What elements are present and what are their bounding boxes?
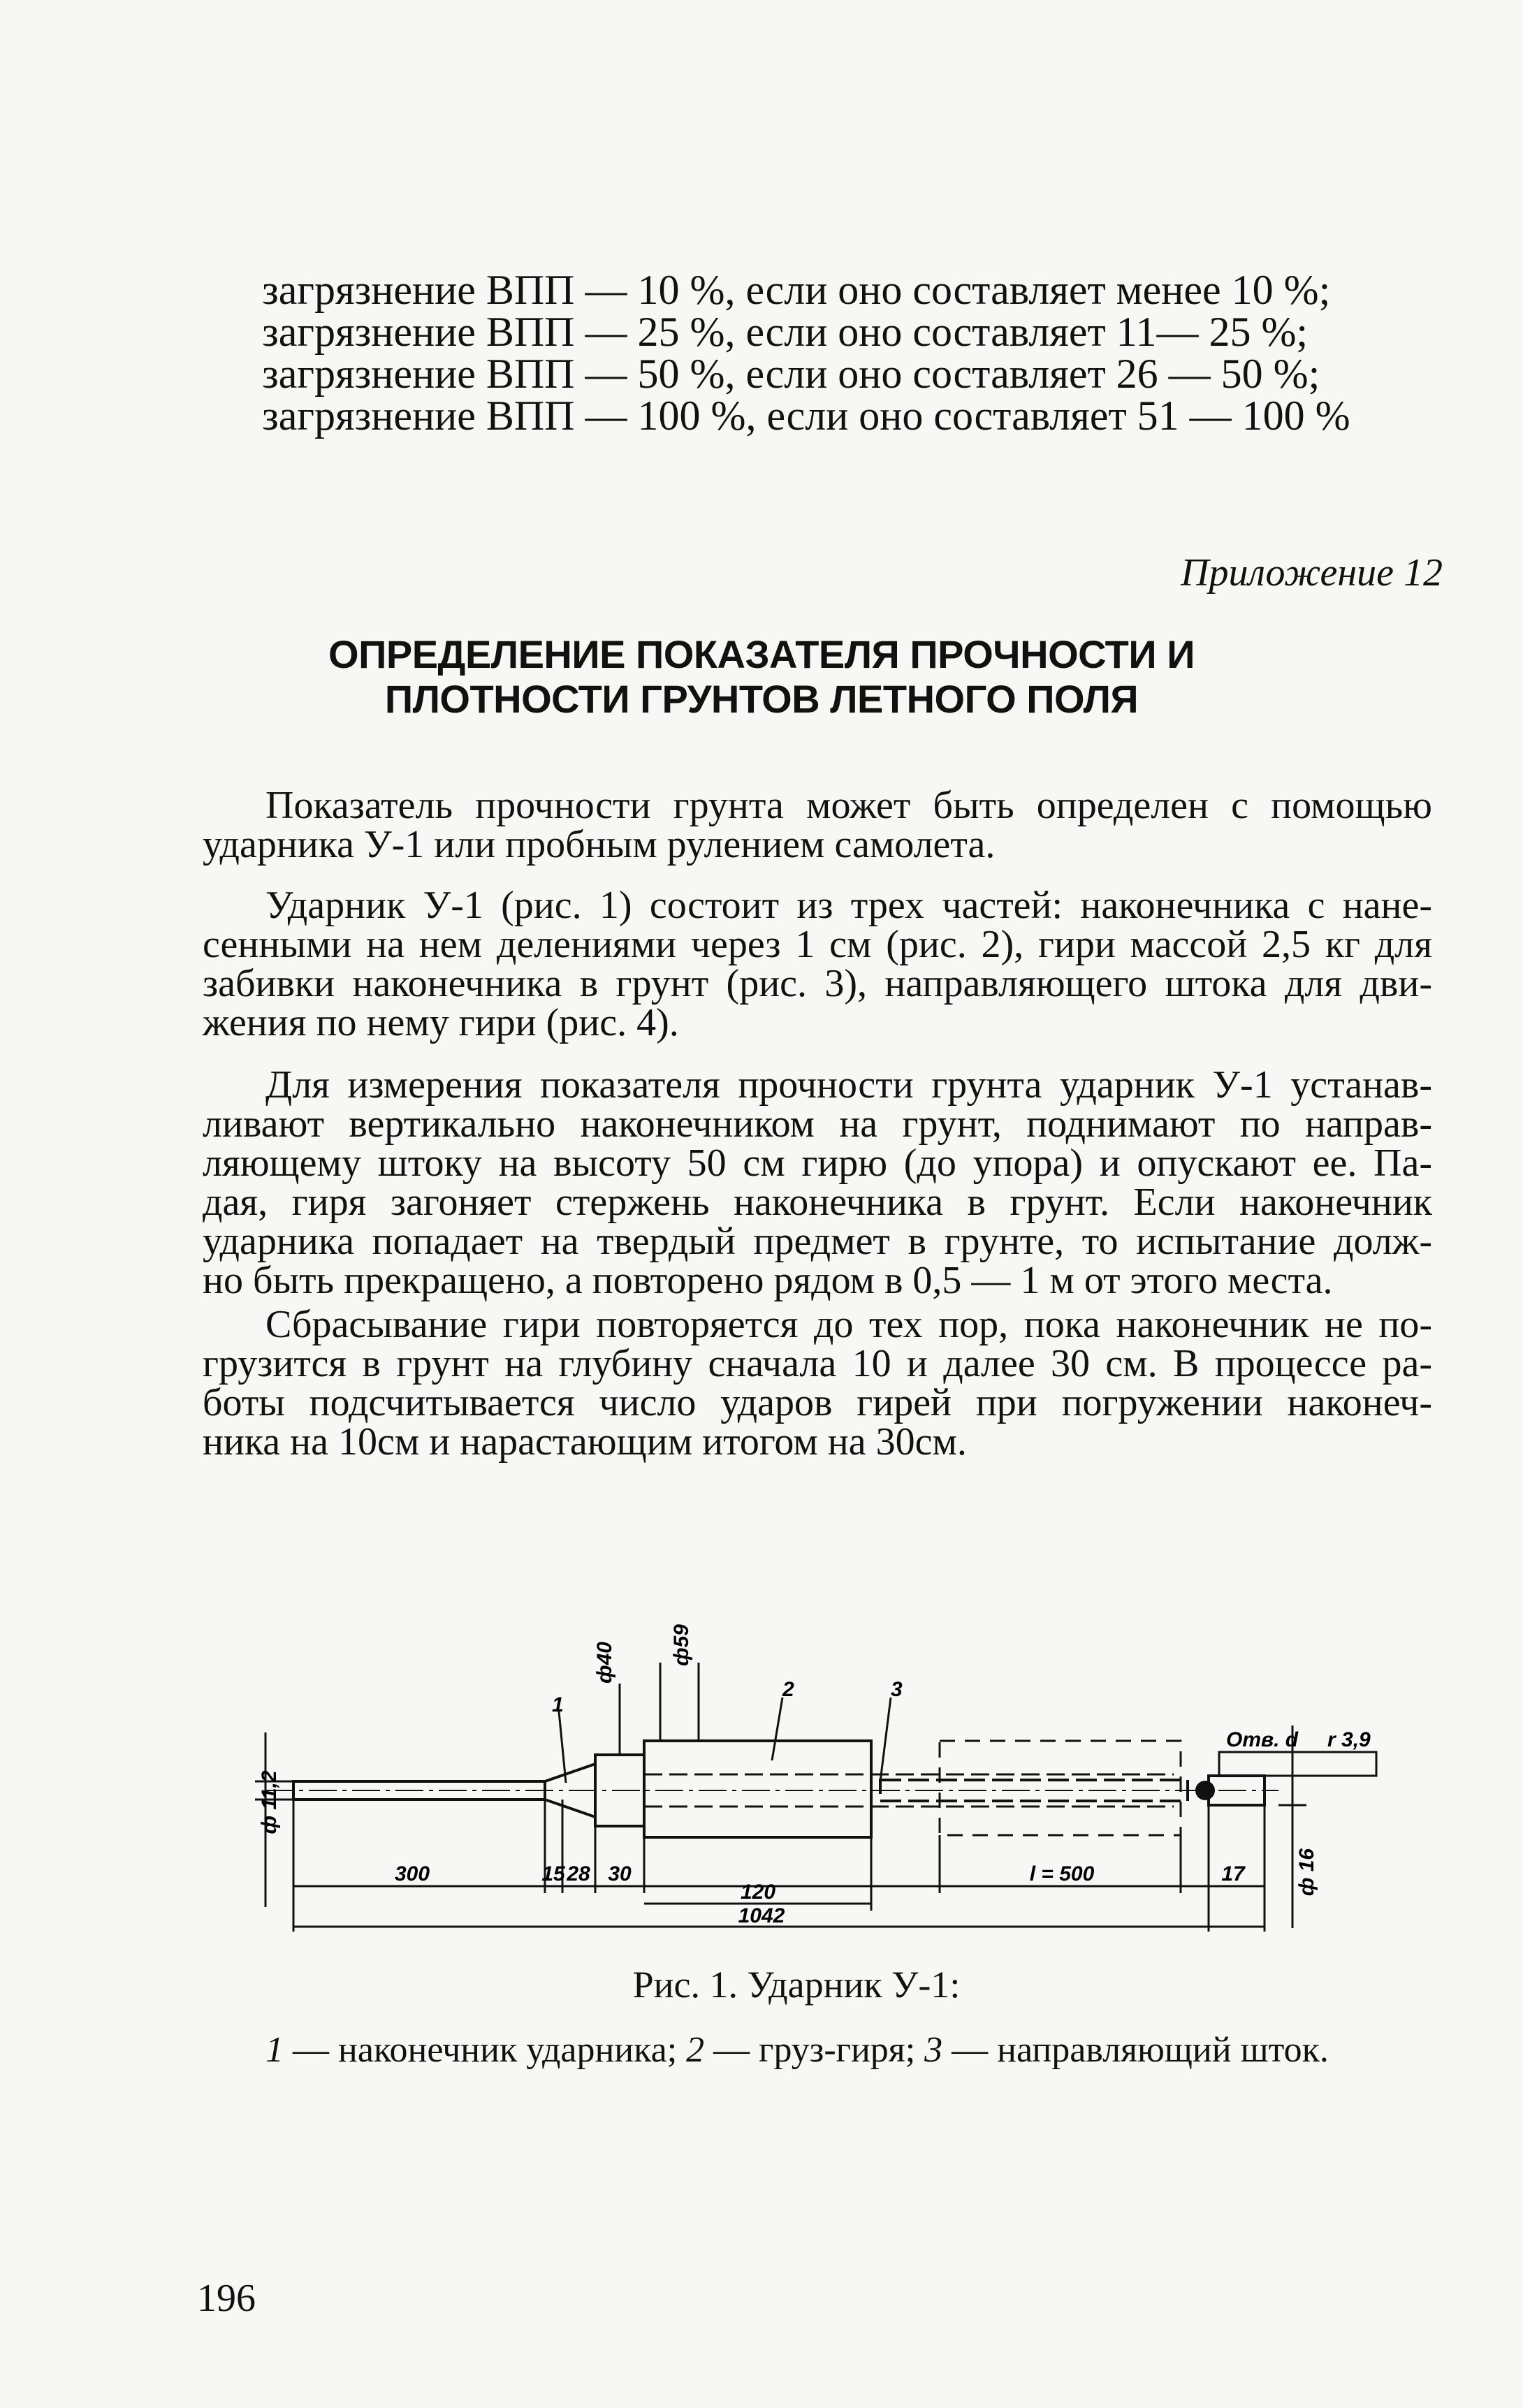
paragraph-line: забивки наконечника в грунт (рис. 3), направляющего штока для дви- xyxy=(203,962,1432,1005)
paragraph xyxy=(203,786,1432,864)
legend-text: — наконечник ударника; xyxy=(284,2030,687,2070)
weight-body xyxy=(644,1741,871,1837)
part-number: 2 xyxy=(782,1678,794,1701)
leader-line xyxy=(772,1698,782,1760)
appendix-label: Приложение 12 xyxy=(1181,551,1443,594)
part-number: 1 xyxy=(552,1693,564,1716)
paragraph-line: Показатель прочности грунта может быть определен с помощью xyxy=(265,784,1432,827)
technical-drawing xyxy=(252,1621,1397,1956)
dim-label: 28 xyxy=(567,1862,590,1885)
legend-number: 1 xyxy=(265,2030,284,2070)
paragraph-line: ляющему штоку на высоту 50 см гирю (до упора) и опускают ее. Па- xyxy=(203,1141,1432,1185)
dim-label: 17 xyxy=(1221,1862,1245,1885)
dim-label: r 3,9 xyxy=(1327,1728,1371,1751)
list-item: загрязнение ВПП — 25 %, если оно составляет 11— 25 %; xyxy=(262,309,1309,355)
figure-legend xyxy=(265,2029,1453,2071)
weight-outline xyxy=(940,1741,1181,1835)
title-line: ОПРЕДЕЛЕНИЕ ПОКАЗАТЕЛЯ ПРОЧНОСТИ И xyxy=(328,632,1195,676)
dim-label: 15 xyxy=(541,1862,565,1885)
page-number: 196 xyxy=(197,2277,256,2320)
paragraph-line: Для измерения показателя прочности грунта ударник У-1 устанав- xyxy=(265,1063,1432,1107)
paragraph-line: ударника У-1 или пробным рулением самолета. xyxy=(203,823,996,866)
figure-caption: Рис. 1. Ударник У-1: xyxy=(632,1964,961,2006)
dim-label: l = 500 xyxy=(1029,1862,1095,1885)
list-item: загрязнение ВПП — 10 %, если оно составляет менее 10 %; xyxy=(262,267,1331,313)
legend-text: — направляющий шток. xyxy=(942,2030,1329,2070)
paragraph-line: грузится в грунт на глубину сначала 10 и далее 30 см. В процессе ра- xyxy=(203,1342,1432,1385)
paragraph-line: ника на 10см и нарастающим итогом на 30см. xyxy=(203,1420,967,1464)
part-number: 3 xyxy=(891,1678,903,1701)
contamination-list xyxy=(262,267,1350,439)
paragraph-line: Ударник У-1 (рис. 1) состоит из трех частей: наконечника с нане- xyxy=(265,884,1432,927)
paragraph-line: боты подсчитывается число ударов гирей при погружении наконеч- xyxy=(203,1381,1432,1424)
paragraph-line: ливают вертикально наконечником на грунт, поднимают по направ- xyxy=(203,1102,1432,1146)
udarnik-drawing xyxy=(252,1621,1397,1956)
list-item: загрязнение ВПП — 100 %, если оно составляет 51 — 100 % xyxy=(262,393,1350,439)
dim-label: 1042 xyxy=(738,1904,785,1927)
dim-label: ф59 xyxy=(670,1624,693,1666)
dim-label: 120 xyxy=(740,1881,776,1904)
title-line: ПЛОТНОСТИ ГРУНТОВ ЛЕТНОГО ПОЛЯ xyxy=(384,677,1139,721)
legend-text: — груз-гиря; xyxy=(704,2030,925,2070)
paragraph-line: Сбрасывание гири повторяется до тех пор, пока наконечник не по- xyxy=(265,1303,1432,1346)
dim-label: 30 xyxy=(608,1862,632,1885)
joint-node xyxy=(1195,1781,1215,1800)
leader-line xyxy=(880,1698,891,1781)
legend-number: 2 xyxy=(686,2030,705,2070)
paragraph-line: дая, гиря загоняет стержень наконечника в грунт. Если наконечник xyxy=(203,1181,1432,1224)
legend-number: 3 xyxy=(924,2030,943,2070)
paragraph xyxy=(203,1303,1432,1464)
paragraph-line: сенными на нем делениями через 1 см (рис. 2), гири массой 2,5 кг для xyxy=(203,923,1432,966)
dim-label: Отв. d xyxy=(1226,1728,1299,1751)
dim-label: ф 11,2 xyxy=(258,1770,281,1834)
paragraph-line: но быть прекращено, а повторено рядом в 0,5 — 1 м от этого места. xyxy=(203,1259,1333,1302)
leader-line xyxy=(559,1712,566,1783)
dim-label: ф 16 xyxy=(1295,1848,1318,1897)
list-item: загрязнение ВПП — 50 %, если оно составляет 26 — 50 %; xyxy=(262,351,1320,397)
section-title xyxy=(210,632,1313,722)
paragraph-line: ударника попадает на твердый предмет в грунте, то испытание долж- xyxy=(203,1220,1432,1263)
dim-label: 300 xyxy=(394,1862,430,1885)
dim-label: ф40 xyxy=(593,1642,616,1684)
hole-leader-box xyxy=(1219,1752,1376,1776)
paragraph xyxy=(203,886,1432,1042)
paragraph-line: жения по нему гири (рис. 4). xyxy=(203,1001,679,1044)
paragraph xyxy=(203,1065,1432,1300)
